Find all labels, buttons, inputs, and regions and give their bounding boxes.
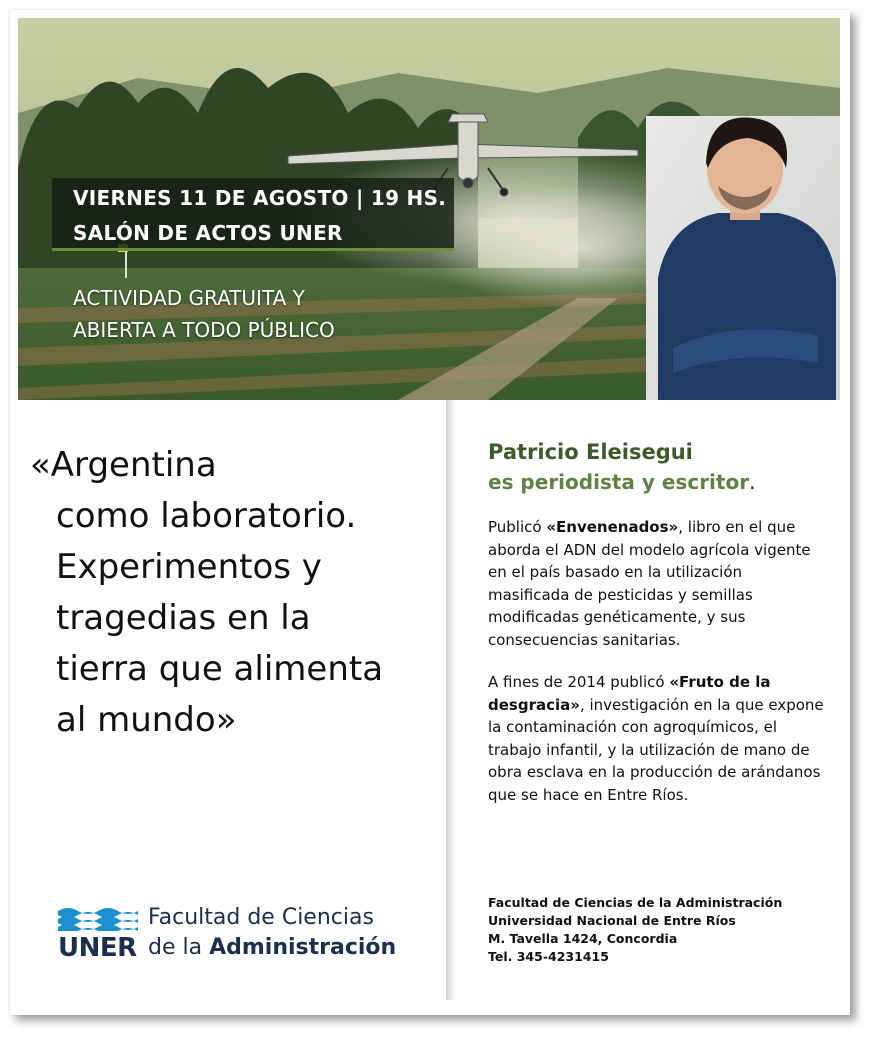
- book-title: «Envenenados»: [546, 518, 679, 536]
- speaker-info: [488, 440, 828, 826]
- speaker-name: Patricio Eleisegui: [488, 440, 693, 464]
- event-poster: [10, 10, 850, 1015]
- book-title: «Fruto de la desgracia»: [488, 673, 771, 714]
- logo-line-1: Facultad de Ciencias: [148, 905, 374, 930]
- column-divider: [446, 400, 456, 1000]
- bio-paragraph-2: [488, 671, 828, 806]
- logo-line-2-text: de la: [148, 935, 210, 960]
- bio-text: , libro en el que aborda el ADN del modelo agrícola vigente en el país basado en la utilización masificada de pesticidas y semillas modificadas genéticamente, y sus consecuencias sanitarias.: [488, 518, 811, 649]
- bio-text: , investigación en la que expone la contaminación con agroquímicos, el trabajo infantil, y la utilización de mano de obra esclava en la producción de arándanos que se hace en Entre Ríos.: [488, 695, 824, 804]
- bio-text: A fines de 2014 publicó: [488, 673, 670, 691]
- faculty-address: [488, 894, 782, 966]
- speaker-role-text: es periodista y escritor: [488, 470, 750, 494]
- bio-text: Publicó: [488, 518, 547, 536]
- free-admission-line-2: ABIERTA A TODO PÚBLICO: [73, 318, 335, 342]
- address-line: Tel. 345-4231415: [488, 949, 609, 964]
- logo-line-2: [148, 935, 396, 960]
- event-date: VIERNES 11 DE AGOSTO | 19 HS.: [73, 186, 447, 210]
- speaker-role: [488, 470, 828, 494]
- hero-photo: [18, 18, 840, 400]
- bio-paragraph-1: [488, 516, 828, 651]
- address-line: Facultad de Ciencias de la Administración: [488, 895, 783, 910]
- talk-title: [30, 440, 440, 746]
- speaker-role-period: .: [749, 470, 756, 494]
- talk-title-line: «Argentina: [30, 445, 217, 485]
- talk-title-line: Experimentos y: [56, 547, 322, 587]
- talk-title-line: como laboratorio.: [56, 496, 357, 536]
- talk-title-line: tragedias en la: [56, 598, 311, 638]
- free-admission-line-1: ACTIVIDAD GRATUITA Y: [73, 286, 305, 310]
- event-venue: SALÓN DE ACTOS UNER: [73, 221, 343, 245]
- address-line: Universidad Nacional de Entre Ríos: [488, 913, 736, 928]
- talk-title-line: al mundo»: [56, 700, 237, 740]
- uner-waves-icon: [58, 905, 138, 931]
- speaker-bio: [488, 516, 828, 806]
- address-line: M. Tavella 1424, Concordia: [488, 931, 678, 946]
- talk-title-line: tierra que alimenta: [56, 649, 384, 689]
- logo-line-2-bold: Administración: [209, 935, 397, 960]
- logo-acronym: UNER: [58, 933, 137, 963]
